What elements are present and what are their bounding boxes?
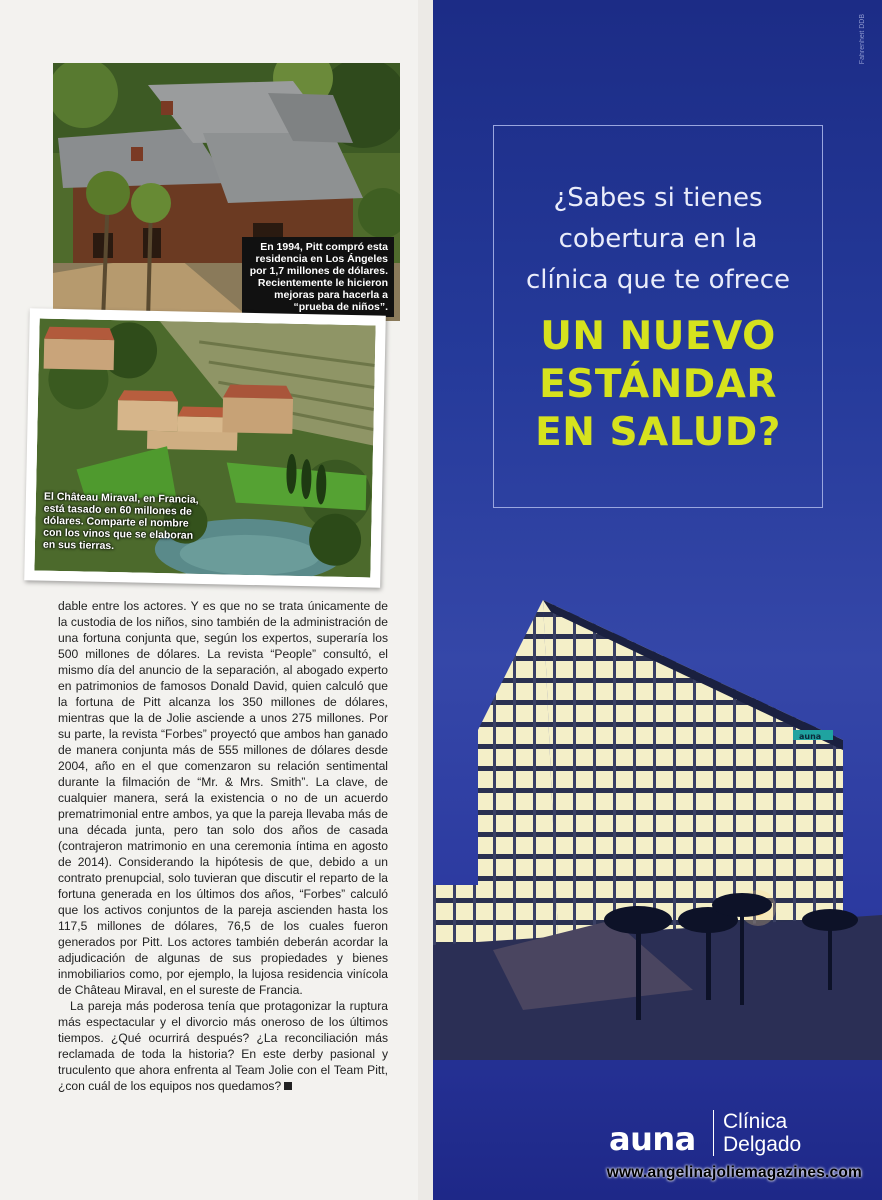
clinic-advertisement	[433, 0, 882, 1200]
article-paragraph-text: La pareja más poderosa tenía que protagonizar la ruptura más espectacular y el divorcio más oneroso de los últimos tiempos. ¿Qué ocurrirá después? ¿La reconciliación más reclamada de toda la historia? En este derby pasional y truculento que ahora enfrenta al Team Jolie con el Team Pitt, ¿con cuál de los equipos nos quedamos?	[58, 999, 388, 1093]
article-paragraph: dable entre los actores. Y es que no se trata únicamente de la custodia de los niños, sino también de la administración de una fortuna conjunta que, según los expertos, superaría los 500 millones de dólares. La revista “People” consultó, el mismo día del anuncio de la separación, al abogado experto en patrimonios de famosos Donald David, quien calculó que la fortuna de Pitt alcanza los 350 millones de dólares, mientras que la de Jolie asciende a unos 275 millones. Por su parte, la revista “Forbes” proyectó que ambos han ganado de manera conjunta más de 555 millones de dólares desde 2004, año en el que comenzaron su relación sentimental durante la filmación de “Mr. & Mrs. Smith”. La clave, de cualquier manera, será la existencia o no de un acuerdo prematrimonial entre ambos, ya que la pareja llevaba más de una década junta, pero tan solo dos años de casada (contrajeron matrimonio en una ceremonia íntima en agosto de 2014). Considerando la hipótesis de que, debido a un contrato prenupcial, solo tuvieran que discutir el reparto de la fortuna generada en los últimos dos años, “Forbes” calculó que los activos conjuntos de la pareja ascienden hasta los 117,5 millones de dólares, 76,5 de los cuales fueron generados por Pitt. Los actores también deberán acordar la adjudicación de algunas de sus propiedades y bienes inmobiliarios como, por ejemplo, la lujosa residencia vinícola de Château Miraval, en el sureste de Francia.	[58, 599, 388, 997]
residence-caption: En 1994, Pitt compró esta residencia en Los Ángeles por 1,7 millones de dólares. Recientemente le hicieron mejoras para hacerla a “prueba de niños”.	[242, 237, 394, 317]
article-paragraph-final	[58, 998, 388, 1094]
clinic-name-line: Delgado	[723, 1133, 802, 1156]
ad-question-line: clínica que te ofrece	[525, 265, 791, 295]
chateau-caption: El Château Miraval, en Francia, está tasado en 60 millones de dólares. Comparte el nombre con los vinos que se elaboran en sus tierras.	[42, 490, 199, 553]
chateau-photo-frame	[24, 308, 386, 587]
clinic-name	[723, 1110, 801, 1156]
agency-credit: Fahrenheit DDB	[859, 14, 866, 65]
logo-divider	[713, 1110, 714, 1156]
los-angeles-residence-photo	[53, 63, 400, 321]
ad-headline-line: ESTÁNDAR	[539, 362, 777, 407]
clinic-name-line: Clínica	[723, 1110, 788, 1133]
magazine-left-page	[0, 0, 418, 1200]
auna-clinica-delgado-logo	[609, 1108, 849, 1158]
clinic-building-photo	[433, 590, 882, 1060]
ad-headline-line: EN SALUD?	[535, 410, 781, 455]
site-watermark: www.angelinajoliemagazines.com	[606, 1164, 862, 1181]
ad-headline-line: UN NUEVO	[540, 314, 776, 359]
ad-message-box	[493, 125, 823, 508]
ad-question-line: cobertura en la	[558, 224, 758, 254]
ad-headline	[494, 313, 822, 457]
ad-question	[494, 178, 822, 301]
end-of-article-mark	[284, 1082, 292, 1090]
building-sign-text: auna	[799, 732, 822, 741]
ad-question-line: ¿Sabes si tienes	[553, 183, 763, 213]
chateau-miraval-photo	[34, 319, 375, 578]
article-body	[58, 598, 388, 1094]
auna-logo: auna	[609, 1120, 696, 1158]
